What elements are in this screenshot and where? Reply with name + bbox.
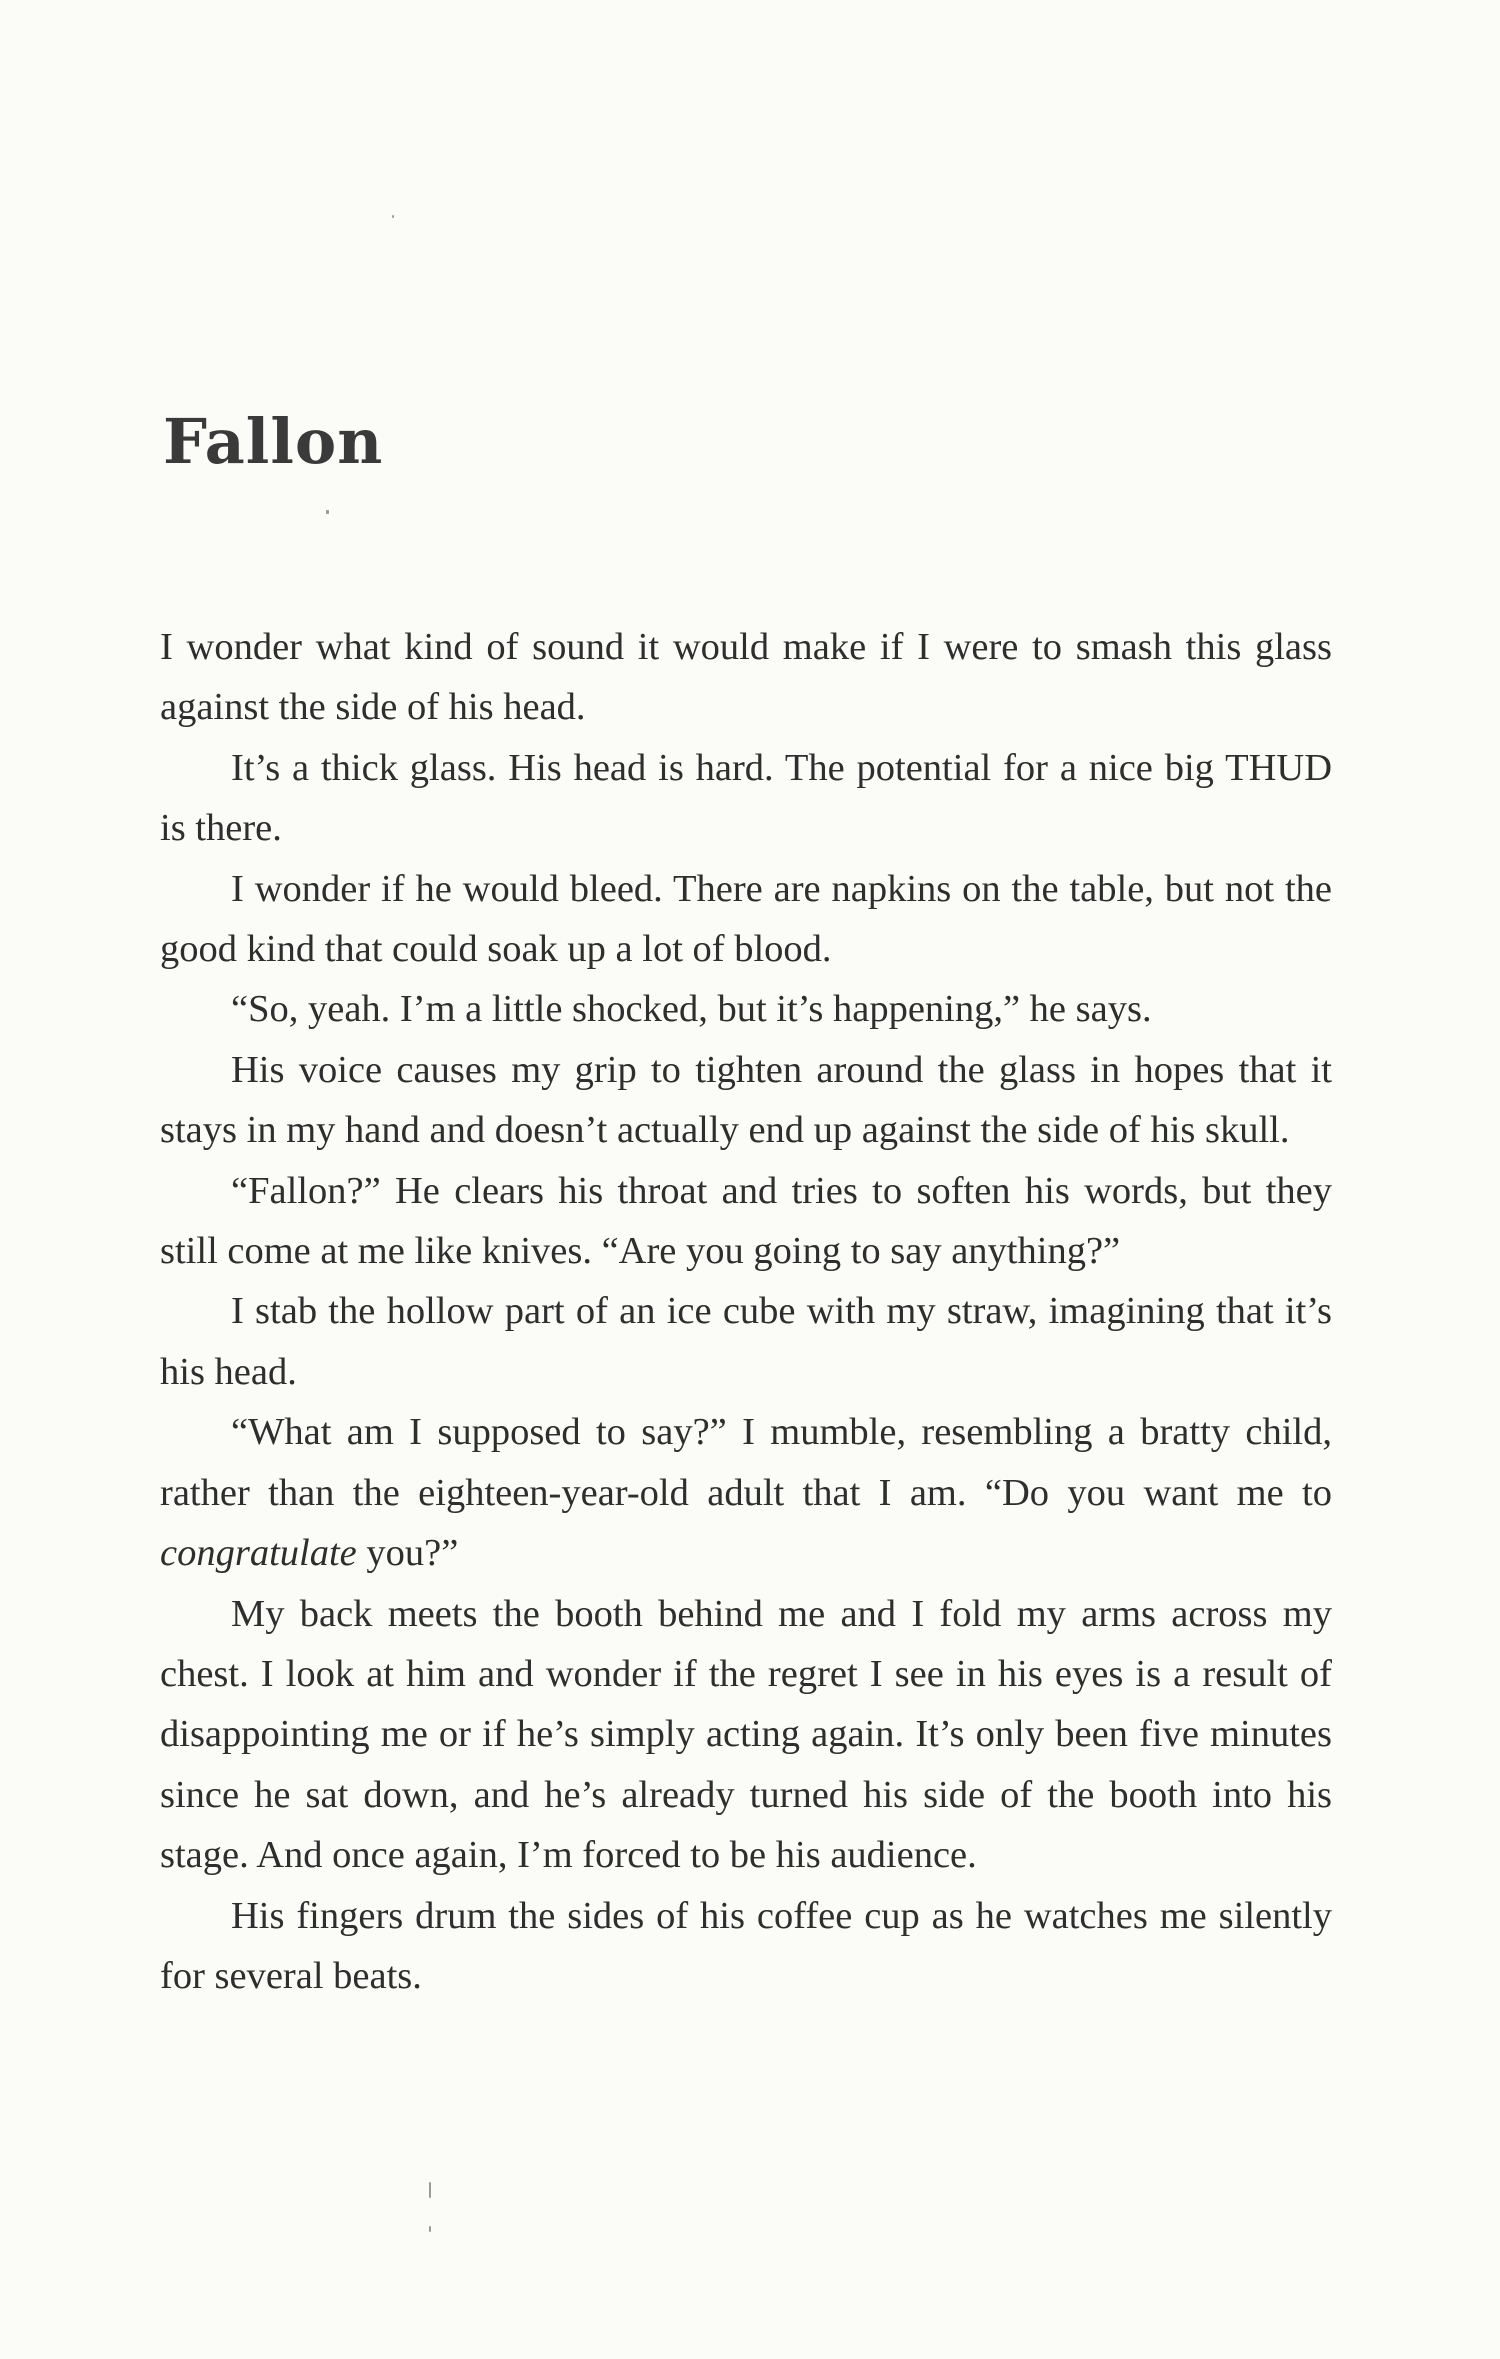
scan-speck [326, 510, 329, 514]
paragraph: It’s a thick glass. His head is hard. The potential for a nice big THUD is there. [160, 746, 1332, 850]
paragraph: My back meets the booth behind me and I fold my arms across my chest. I look at him and wonder if the regret I see in his eyes is a result of disappointing me or if he’s simply acting again. It’s only been five minutes since he sat down, and he’s already turned his side of the booth into his stage. And once again, I’m forced to be his audience. [160, 1592, 1332, 1877]
chapter-body [160, 617, 1332, 2006]
paragraph: I stab the hollow part of an ice cube with my straw, imagining that it’s his head. [160, 1290, 1332, 1393]
paragraph: I wonder if he would bleed. There are napkins on the table, but not the good kind that could soak up a lot of blood. [160, 867, 1332, 971]
scan-speck [429, 2226, 431, 2232]
paragraph: “So, yeah. I’m a little shocked, but it’s happening,” he says. [231, 988, 1152, 1031]
paragraph: I wonder what kind of sound it would make if I were to smash this glass against the side of his head. [160, 626, 1332, 729]
paragraph-text: you?” [356, 1532, 459, 1575]
paragraph: “Fallon?” He clears his throat and tries to soften his words, but they still come at me like knives. “Are you going to say anything?” [160, 1169, 1332, 1273]
emphasized-word: congratulate [160, 1532, 357, 1575]
scan-speck [392, 215, 394, 218]
scan-speck [429, 2182, 431, 2198]
paragraph-text: “What am I supposed to say?” I mumble, resembling a bratty child, rather than the eighteen-year-old adult that I am. “Do you want me to [160, 1411, 1332, 1514]
paragraph: His fingers drum the sides of his coffee cup as he watches me silently for several beats. [160, 1894, 1332, 1997]
paragraph: His voice causes my grip to tighten around the glass in hopes that it stays in my hand and doesn’t actually end up against the side of his skull. [160, 1048, 1332, 1152]
chapter-title: Fallon [163, 405, 384, 478]
paragraph [160, 1402, 1332, 1583]
